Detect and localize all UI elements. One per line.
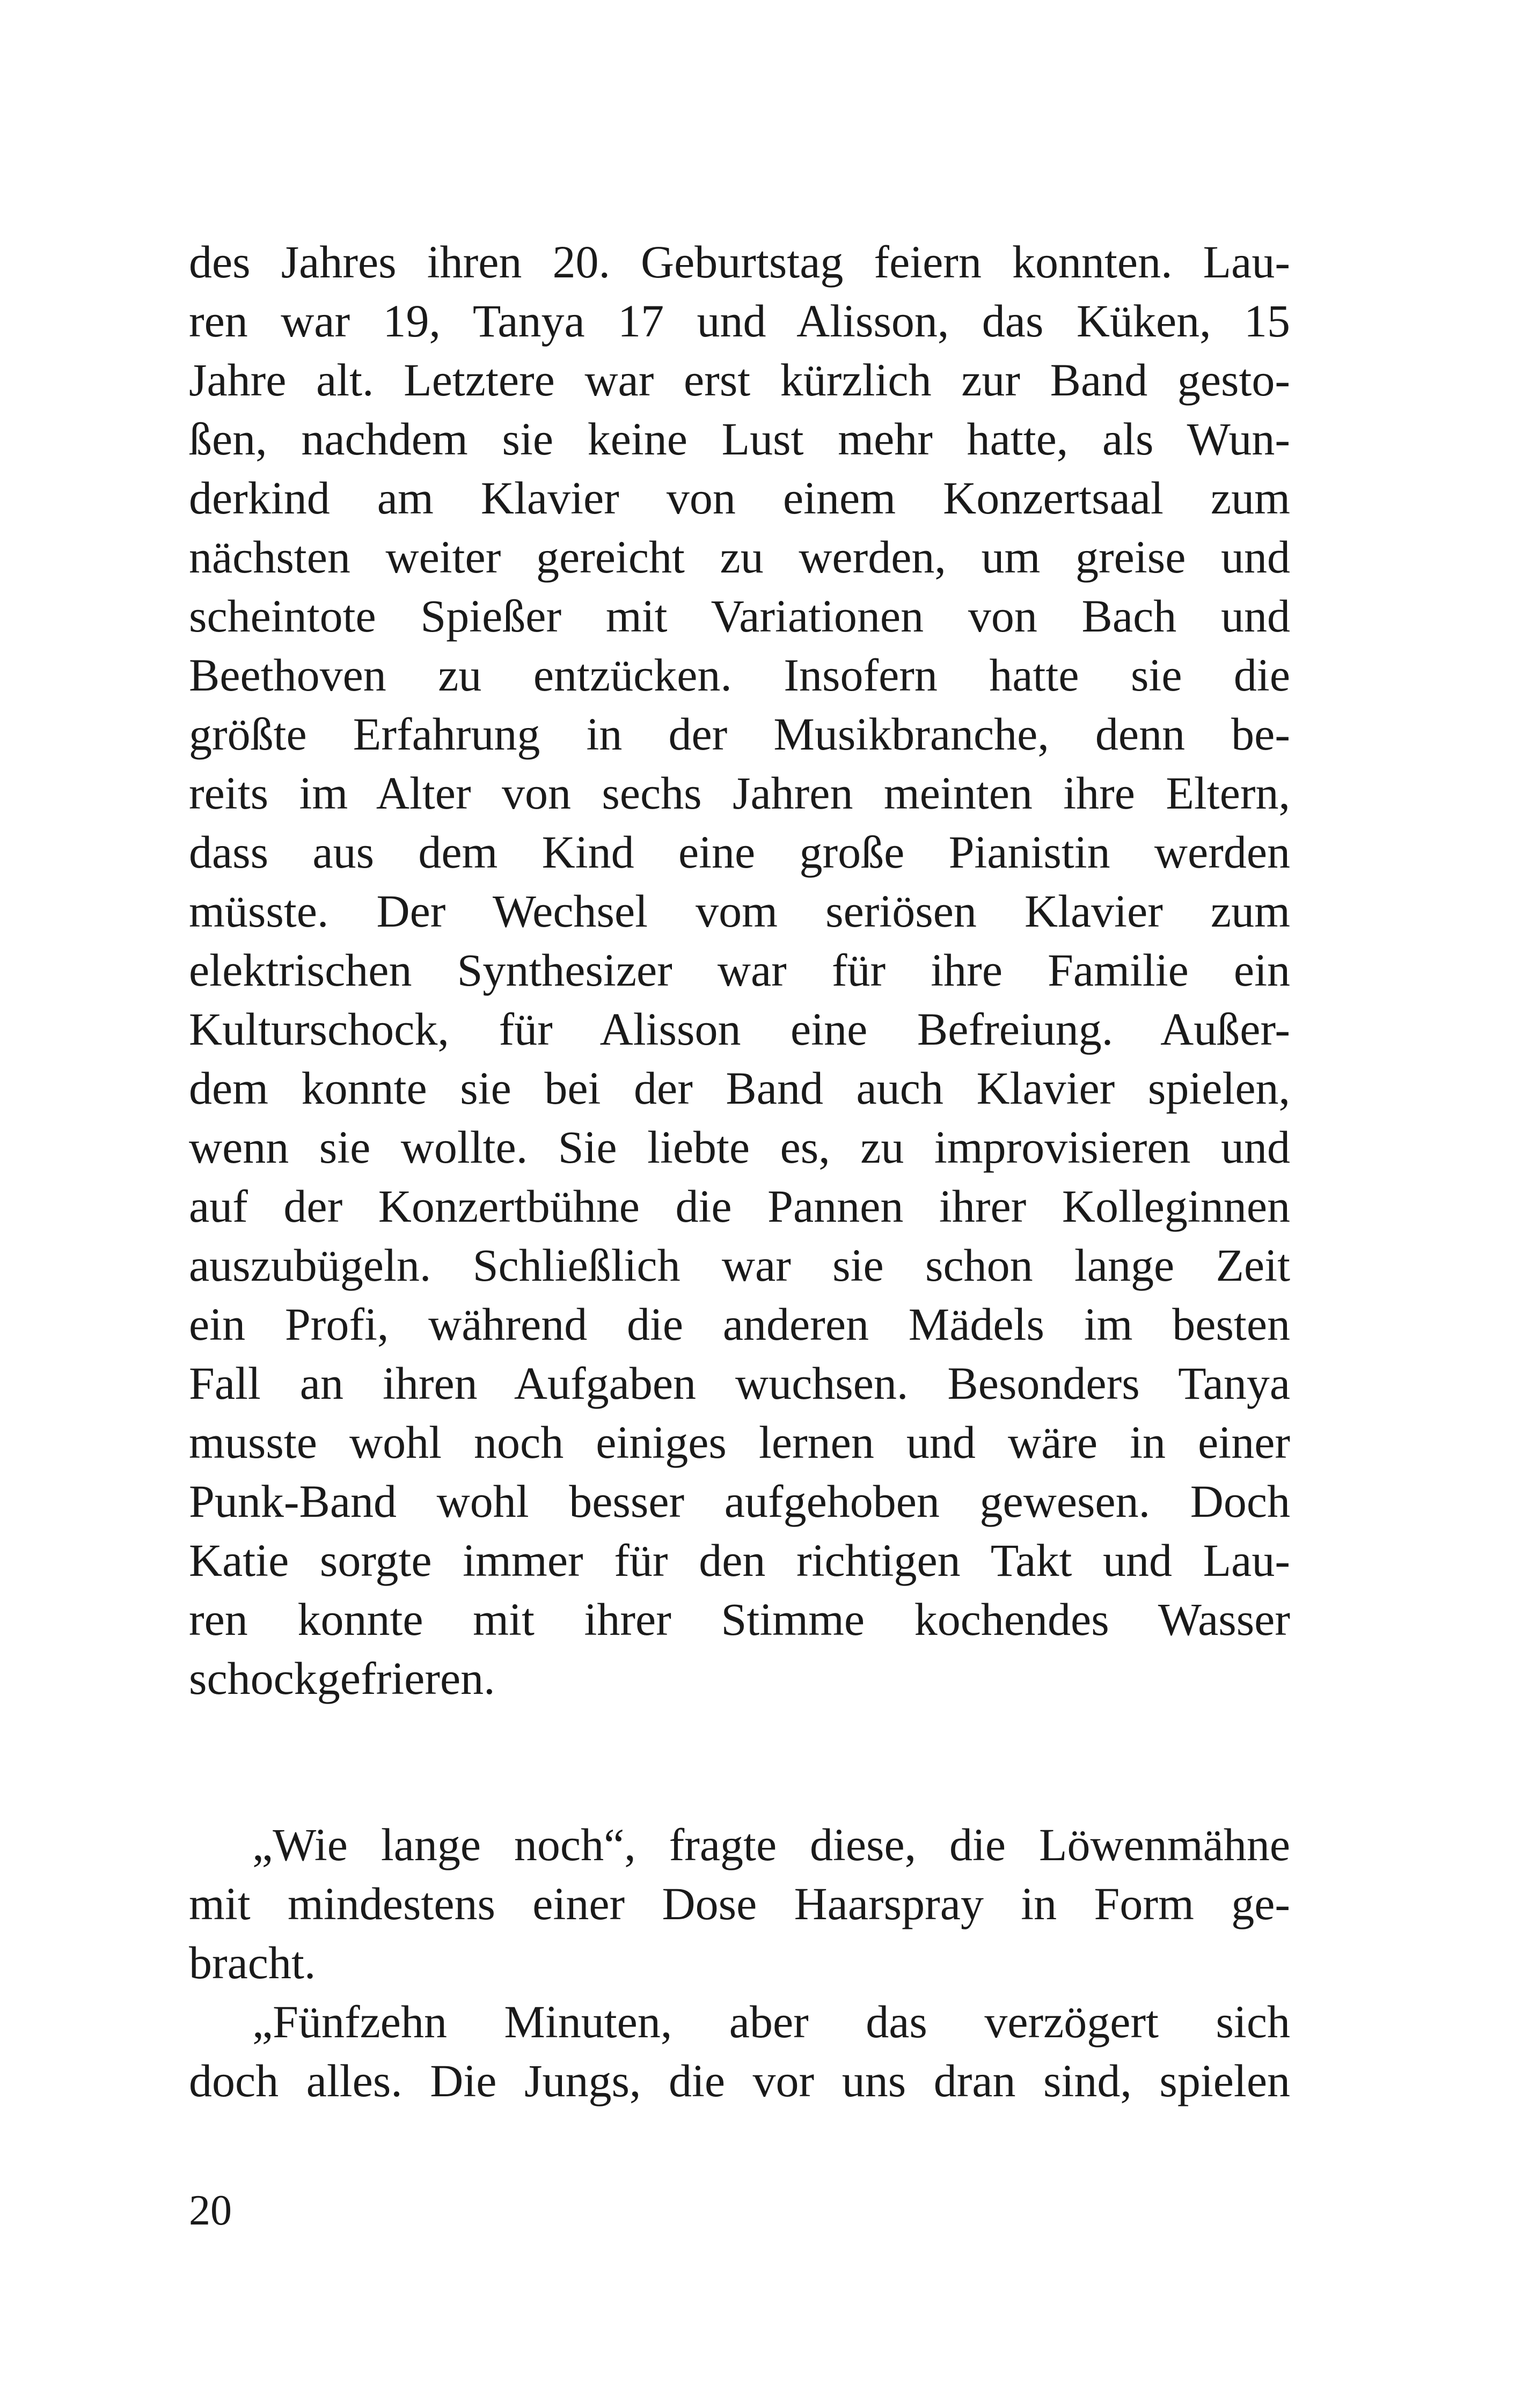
text-line: auf der Konzertbühne die Pannen ihrer Kolleginnen [189,1180,1290,1232]
text-line: ßen, nachdem sie keine Lust mehr hatte, als Wun- [189,413,1290,465]
text-line: müsste. Der Wechsel vom seriösen Klavier zum [189,885,1290,937]
text-line: bracht. [189,1937,316,1988]
text-line: doch alles. Die Jungs, die vor uns dran sind, spielen [189,2055,1290,2106]
text-line: Kulturschock, für Alisson eine Befreiung. Außer- [189,1003,1290,1055]
text-line: ein Profi, während die anderen Mädels im besten [189,1298,1290,1350]
paragraph-1 [189,232,1290,1708]
text-line: Beethoven zu entzücken. Insofern hatte sie die [189,649,1290,701]
text-line: wenn sie wollte. Sie liebte es, zu improvisieren und [189,1121,1290,1173]
text-line: nächsten weiter gereicht zu werden, um greise und [189,531,1290,583]
paragraph-2 [189,1815,1290,1992]
text-line: „Fünfzehn Minuten, aber das verzögert sich [252,1996,1290,2047]
text-line: scheintote Spießer mit Variationen von Bach und [189,590,1290,642]
text-line: des Jahres ihren 20. Geburtstag feiern konnten. Lau- [189,236,1290,288]
text-line: derkind am Klavier von einem Konzertsaal zum [189,472,1290,524]
text-line: mit mindestens einer Dose Haarspray in Form ge- [189,1878,1290,1929]
text-line: Jahre alt. Letztere war erst kürzlich zur Band gesto- [189,354,1290,406]
paragraph-3 [189,1992,1290,2110]
text-line: dass aus dem Kind eine große Pianistin werden [189,826,1290,878]
text-line: reits im Alter von sechs Jahren meinten ihre Eltern, [189,767,1290,819]
page-number: 20 [189,2187,232,2234]
text-line: auszubügeln. Schließlich war sie schon lange Zeit [189,1239,1290,1291]
text-line: musste wohl noch einiges lernen und wäre in einer [189,1416,1290,1468]
text-line: schockgefrieren. [189,1653,495,1704]
text-line: Punk-Band wohl besser aufgehoben gewesen. Doch [189,1475,1290,1527]
text-line: Katie sorgte immer für den richtigen Takt und Lau- [189,1535,1290,1586]
text-line: Fall an ihren Aufgaben wuchsen. Besonders Tanya [189,1357,1290,1409]
text-line: größte Erfahrung in der Musikbranche, denn be- [189,708,1290,760]
text-line: ren war 19, Tanya 17 und Alisson, das Küken, 15 [189,295,1290,347]
text-line: elektrischen Synthesizer war für ihre Familie ein [189,944,1290,996]
text-line: „Wie lange noch“, fragte diese, die Löwenmähne [252,1819,1290,1870]
text-line: dem konnte sie bei der Band auch Klavier spielen, [189,1062,1290,1114]
text-line: ren konnte mit ihrer Stimme kochendes Wasser [189,1594,1290,1645]
